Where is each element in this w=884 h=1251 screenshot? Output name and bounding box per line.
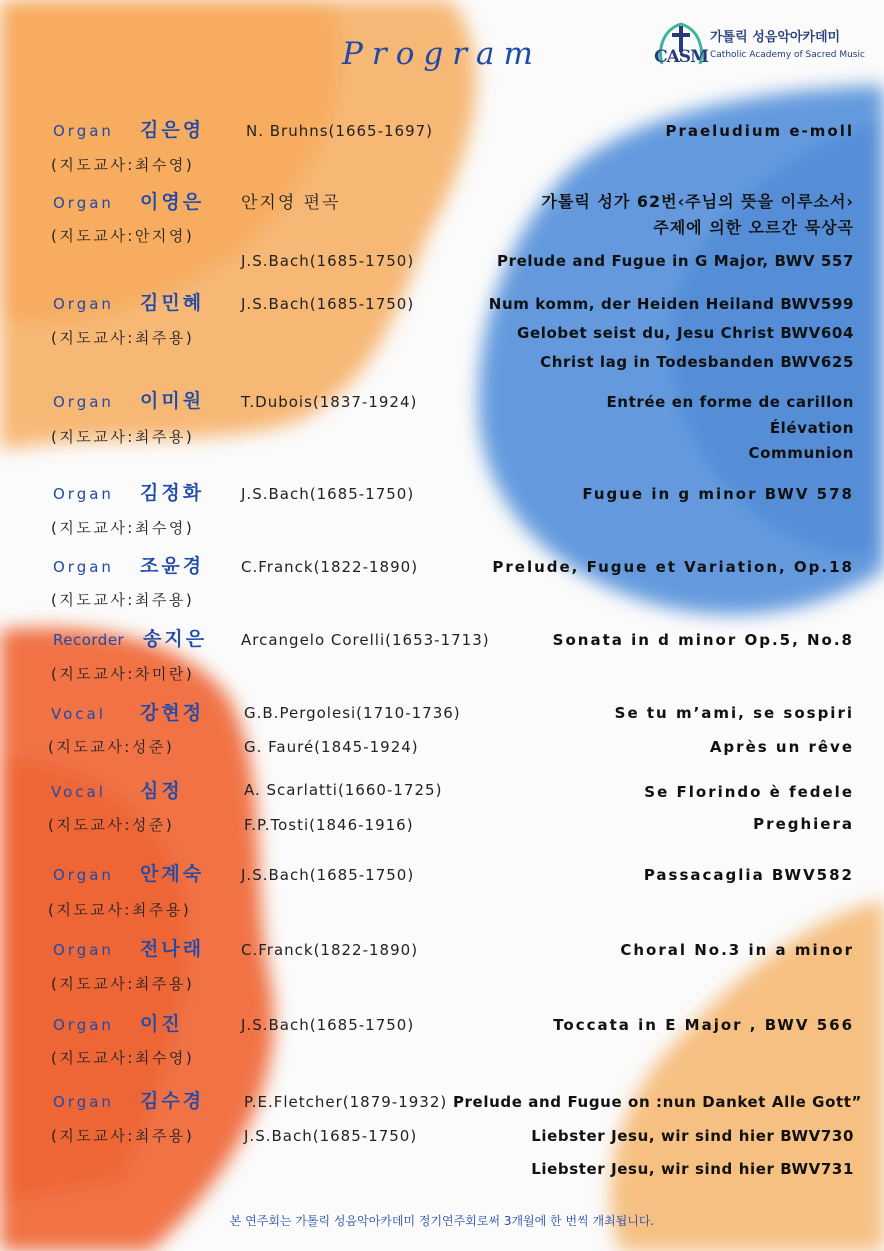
piece-title: Se tu m’ami, se sospiri — [614, 704, 854, 722]
composer: Arcangelo Corelli(1653-1713) — [241, 631, 490, 649]
performer-instrument: Recorder — [53, 631, 125, 649]
composer: P.E.Fletcher(1879-1932) — [244, 1093, 448, 1111]
composer: J.S.Bach(1685-1750) — [244, 1127, 418, 1145]
performer-name: 심정 — [140, 780, 183, 802]
performer-name: 송지은 — [143, 628, 208, 650]
logo-name-english: Catholic Academy of Sacred Music — [710, 50, 865, 60]
piece-title: Choral No.3 in a minor — [620, 941, 854, 959]
performer-instrument: Organ — [53, 393, 114, 411]
performer-name: 이영은 — [140, 191, 205, 213]
performer-name: 김수경 — [140, 1090, 205, 1112]
piece-title: Entrée en forme de carillon — [606, 393, 854, 411]
composer: G.B.Pergolesi(1710-1736) — [244, 704, 461, 722]
composer: 안지영 편곡 — [241, 193, 341, 213]
piece-title: Fugue in g minor BWV 578 — [582, 485, 854, 503]
piece-title: Après un rêve — [709, 738, 854, 756]
performer-teacher: (지도교사:최주용) — [48, 901, 192, 919]
piece-title: Preghiera — [753, 815, 854, 833]
page-title: Program — [342, 36, 542, 72]
piece-title: Praeludium e-moll — [665, 122, 854, 140]
performer-name: 조윤경 — [140, 555, 205, 577]
performer-instrument: Organ — [53, 1016, 114, 1034]
piece-title: Passacaglia BWV582 — [643, 866, 854, 884]
composer: J.S.Bach(1685-1750) — [241, 866, 415, 884]
performer-instrument: Organ — [53, 122, 114, 140]
footer-note: 본 연주회는 가톨릭 성음악아카데미 정기연주회로써 3개월에 한 번씩 개최됩니다. — [229, 1214, 655, 1228]
performer-name: 이진 — [140, 1013, 183, 1035]
performer-instrument: Vocal — [51, 705, 106, 723]
performer-instrument: Vocal — [51, 783, 106, 801]
logo-mark-text: CASM — [654, 47, 708, 67]
composer: J.S.Bach(1685-1750) — [241, 485, 415, 503]
performer-instrument: Organ — [53, 558, 114, 576]
piece-title: Prelude, Fugue et Variation, Op.18 — [492, 558, 854, 576]
piece-title: Se Florindo è fedele — [644, 783, 854, 801]
performer-instrument: Organ — [53, 941, 114, 959]
performer-instrument: Organ — [53, 866, 114, 884]
casm-logo — [654, 20, 878, 70]
logo-name-korean: 가톨릭 성음악아카데미 — [710, 30, 841, 45]
piece-title: Liebster Jesu, wir sind hier BWV731 — [531, 1160, 854, 1178]
piece-title: Gelobet seist du, Jesu Christ BWV604 — [517, 324, 854, 342]
performer-instrument: Organ — [53, 194, 114, 212]
piece-title: Communion — [748, 444, 854, 462]
composer: N. Bruhns(1665-1697) — [246, 122, 434, 140]
performer-teacher: (지도교사:안지영) — [51, 227, 195, 245]
composer: G. Fauré(1845-1924) — [244, 738, 419, 756]
performer-name: 김민혜 — [140, 292, 205, 314]
composer: A. Scarlatti(1660-1725) — [244, 781, 443, 799]
performer-name: 전나래 — [140, 938, 205, 960]
performer-instrument: Organ — [53, 295, 114, 313]
performer-teacher: (지도교사:최주용) — [51, 975, 195, 993]
performer-instrument: Organ — [53, 485, 114, 503]
performer-teacher: (지도교사:성준) — [48, 738, 175, 756]
composer: C.Franck(1822-1890) — [241, 941, 419, 959]
performer-teacher: (지도교사:차미란) — [51, 665, 195, 683]
composer: T.Dubois(1837-1924) — [241, 393, 418, 411]
composer: J.S.Bach(1685-1750) — [241, 252, 415, 270]
piece-title: Élévation — [769, 419, 854, 437]
piece-title: 주제에 의한 오르간 묵상곡 — [653, 218, 854, 237]
performer-name: 강현정 — [140, 702, 205, 724]
piece-title: Num komm, der Heiden Heiland BWV599 — [488, 295, 854, 313]
piece-title: Toccata in E Major , BWV 566 — [553, 1016, 854, 1034]
performer-name: 김정화 — [140, 482, 205, 504]
performer-instrument: Organ — [53, 1093, 114, 1111]
performer-teacher: (지도교사:최수영) — [51, 156, 195, 174]
performer-teacher: (지도교사:최주용) — [51, 591, 195, 609]
performer-teacher: (지도교사:성준) — [48, 816, 175, 834]
piece-title: Prelude and Fugue in G Major, BWV 557 — [497, 252, 854, 270]
performer-name: 김은영 — [140, 119, 205, 141]
performer-name: 이미원 — [140, 390, 205, 412]
performer-teacher: (지도교사:최수영) — [51, 519, 195, 537]
performer-teacher: (지도교사:최주용) — [51, 428, 195, 446]
composer: F.P.Tosti(1846-1916) — [244, 816, 414, 834]
piece-title: 가톨릭 성가 62번‹주님의 뜻을 이루소서› — [541, 192, 854, 211]
composer: J.S.Bach(1685-1750) — [241, 1016, 415, 1034]
piece-title: Liebster Jesu, wir sind hier BWV730 — [531, 1127, 854, 1145]
performer-teacher: (지도교사:최수영) — [51, 1049, 195, 1067]
piece-title: Prelude and Fugue on :nun Danket Alle Gott” — [452, 1093, 862, 1111]
performer-teacher: (지도교사:최주용) — [51, 1127, 195, 1145]
piece-title: Christ lag in Todesbanden BWV625 — [540, 353, 854, 371]
performer-teacher: (지도교사:최주용) — [51, 329, 195, 347]
performer-name: 안계숙 — [140, 863, 205, 885]
composer: C.Franck(1822-1890) — [241, 558, 419, 576]
composer: J.S.Bach(1685-1750) — [241, 295, 415, 313]
piece-title: Sonata in d minor Op.5, No.8 — [552, 631, 854, 649]
